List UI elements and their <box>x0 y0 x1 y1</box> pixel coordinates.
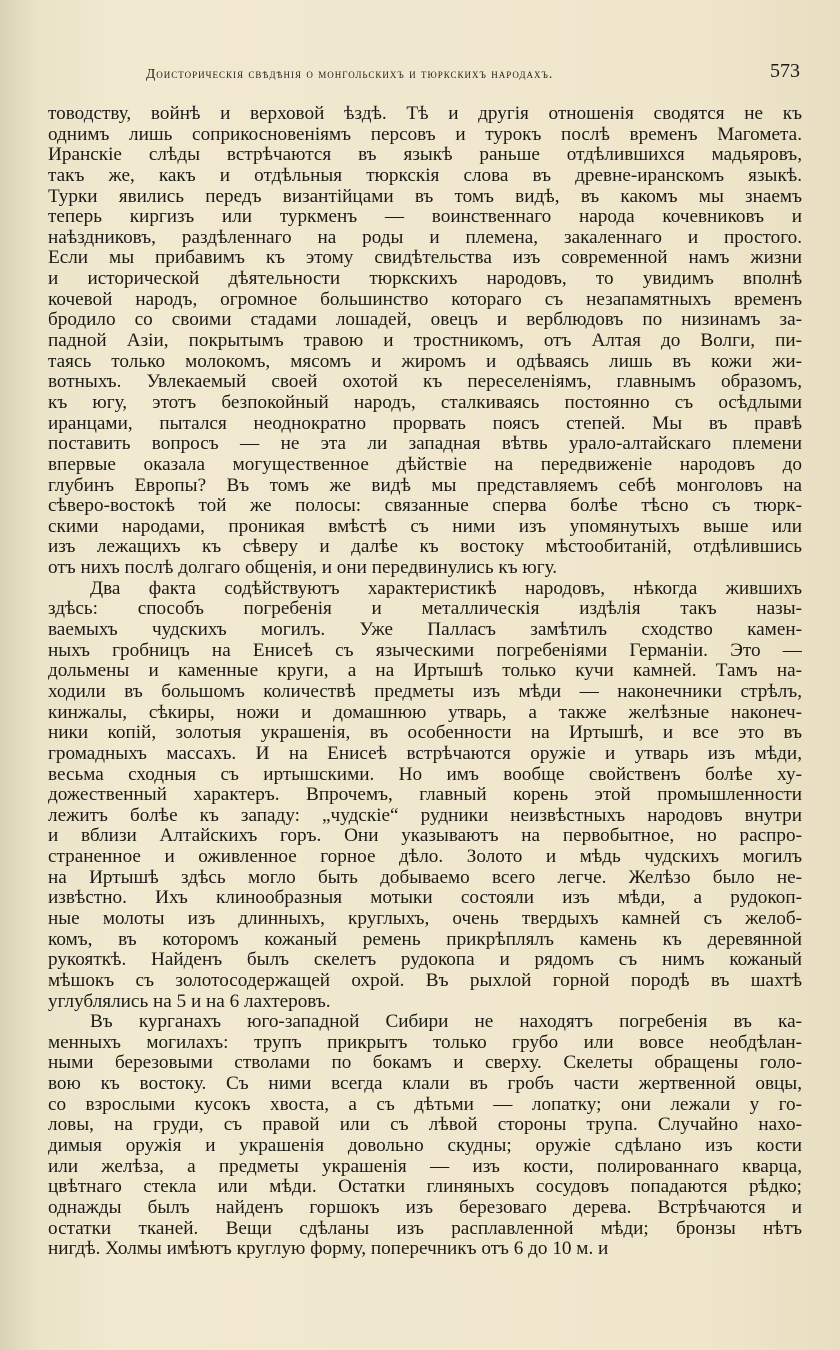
text-line: вотныхъ. Увлекаемый своей охотой къ переселеніямъ, главнымъ образомъ, <box>48 372 802 393</box>
text-line: Въ курганахъ юго-западной Сибири не находятъ погребенія въ ка- <box>90 1012 802 1033</box>
text-line: страненное и оживленное горное дѣло. Золото и мѣдь чудскихъ могилъ <box>48 847 802 868</box>
running-head: Доисторическія свѣдѣнія о монгольскихъ и тюркскихъ народахъ. <box>146 66 554 81</box>
text-line: однажды былъ найденъ горшокъ изъ березоваго дерева. Встрѣчаются и <box>48 1197 802 1218</box>
text-line: менныхъ могилахъ: трупъ прикрытъ только грубо или вовсе необдѣлан- <box>48 1032 802 1053</box>
body-text <box>48 104 802 1260</box>
text-line: изъ лежащихъ къ сѣверу и далѣе къ востоку мѣстообитаній, отдѣлившись <box>48 537 802 558</box>
text-line: товодству, войнѣ и верховой ѣздѣ. Тѣ и другія отношенія сводятся не къ <box>48 104 802 124</box>
text-line: наѣздниковъ, раздѣленнаго на роды и племена, закаленнаго и простого. <box>48 227 802 248</box>
text-line: такъ же, какъ и отдѣльныя тюркскія слова въ древне-иранскомъ языкѣ. <box>48 165 802 186</box>
text-line: димыя оружія и украшенія довольно скудны; оружіе сдѣлано изъ кости <box>48 1136 802 1157</box>
text-line: углублялись на 5 и на 6 лахтеровъ. <box>48 991 331 1012</box>
text-line: глубинъ Европы? Въ томъ же видѣ мы представляемъ себѣ монголовъ на <box>48 475 802 496</box>
text-line: и вблизи Алтайскихъ горъ. Они указываютъ на первобытное, но распро- <box>48 826 802 847</box>
text-line: Турки явились передъ византійцами въ томъ видѣ, въ какомъ мы знаемъ <box>48 186 802 207</box>
text-line: остатки тканей. Вещи сдѣланы изъ расплавленной мѣди; бронзы нѣтъ <box>48 1218 802 1239</box>
text-line: здѣсь: способъ погребенія и металлическія издѣлія такъ назы- <box>48 599 802 620</box>
text-line: падной Азіи, покрытымъ травою и тростникомъ, отъ Алтая до Волги, пи- <box>48 331 802 352</box>
text-line: бродило со своими стадами лошадей, овецъ и верблюдовъ по низинамъ за- <box>48 310 802 331</box>
text-line: цвѣтнаго стекла или мѣди. Остатки глиняныхъ сосудовъ попадаются рѣдко; <box>48 1177 802 1198</box>
text-line: Иранскіе слѣды встрѣчаются въ языкѣ раньше отдѣлившихся мадьяровъ, <box>48 145 802 166</box>
text-line: извѣстно. Ихъ клинообразныя мотыки состояли изъ мѣди, а рудокоп- <box>48 888 802 909</box>
text-line: рукояткѣ. Найденъ былъ скелетъ рудокопа и рядомъ съ нимъ кожаный <box>48 950 802 971</box>
text-line: дольмены и каменные круги, а на Иртышѣ только кучи камней. Тамъ на- <box>48 661 802 682</box>
text-line: дожественный характеръ. Впрочемъ, главный корень этой промышленности <box>48 785 802 806</box>
text-line: иранцами, пытался неоднократно прорвать поясъ степей. Мы въ правѣ <box>48 413 802 434</box>
page-number: 573 <box>770 60 800 82</box>
text-line: къ югу, этотъ безпокойный народъ, сталкиваясь постоянно съ осѣдлыми <box>48 392 802 413</box>
text-line: ловы, на груди, съ правой или съ лѣвой стороны трупа. Случайно нахо- <box>48 1115 802 1136</box>
text-line: Два факта содѣйствуютъ характеристикѣ народовъ, нѣкогда жившихъ <box>90 578 802 599</box>
text-line: ные молоты изъ длинныхъ, круглыхъ, очень твердыхъ камней съ желоб- <box>48 908 802 929</box>
text-line: однимъ лишь соприкосновеніямъ персовъ и турокъ послѣ временъ Магомета. <box>48 124 802 145</box>
text-line: на Иртышѣ здѣсь могло быть добываемо всего легче. Желѣзо было не- <box>48 867 802 888</box>
text-line: нигдѣ. Холмы имѣютъ круглую форму, поперечникъ отъ 6 до 10 м. и <box>48 1239 609 1260</box>
text-line: ники копій, золотыя украшенія, въ особенности на Иртышѣ, и все это въ <box>48 723 802 744</box>
text-line: поставить вопросъ — не эта ли западная вѣтвь урало-алтайскаго племени <box>48 434 802 455</box>
text-line: и исторической дѣятельности тюркскихъ народовъ, то увидимъ вполнѣ <box>48 269 802 290</box>
text-line: весьма сходныя съ иртышскими. Но имъ вообще свойственъ болѣе ху- <box>48 764 802 785</box>
text-line: со взрослыми кусокъ хвоста, а съ дѣтьми — лопатку; они лежали у го- <box>48 1094 802 1115</box>
text-line: комъ, въ которомъ кожаный ремень прикрѣплялъ камень къ деревянной <box>48 929 802 950</box>
text-line: теперь киргизъ или туркменъ — воинственнаго народа кочевниковъ и <box>48 207 802 228</box>
text-line: мѣшокъ съ золотосодержащей охрой. Въ рыхлой горной породѣ въ шахтѣ <box>48 970 802 991</box>
text-line: кочевой народъ, огромное большинство котораго съ незапамятныхъ временъ <box>48 289 802 310</box>
text-line: таясь только молокомъ, мясомъ и жиромъ и одѣваясь лишь въ кожи жи- <box>48 351 802 372</box>
page-header <box>48 56 800 86</box>
text-line: вою къ востоку. Съ ними всегда клали въ гробъ части жертвенной овцы, <box>48 1074 802 1095</box>
text-line: Если мы прибавимъ къ этому свидѣтельства изъ современной намъ жизни <box>48 248 802 269</box>
text-line: ваемыхъ чудскихъ могилъ. Уже Палласъ замѣтилъ сходство камен- <box>48 620 802 641</box>
text-line: сѣверо-востокѣ той же полосы: связанные сперва болѣе тѣсно съ тюрк- <box>48 496 802 517</box>
text-line: ходили въ большомъ количествѣ предметы изъ мѣди — наконечники стрѣлъ, <box>48 681 802 702</box>
text-line: кинжалы, сѣкиры, ножи и домашнюю утварь, а также желѣзные наконеч- <box>48 702 802 723</box>
text-line: громадныхъ массахъ. И на Енисеѣ встрѣчаются оружіе и утварь изъ мѣди, <box>48 743 802 764</box>
text-line: ныхъ гробницъ на Енисеѣ съ языческими погребеніями Германіи. Это — <box>48 640 802 661</box>
text-line: лежитъ болѣе къ западу: „чудскіе“ рудники неизвѣстныхъ народовъ внутри <box>48 805 802 826</box>
text-line: отъ нихъ послѣ долгаго общенія, и они передвинулись къ югу. <box>48 558 558 579</box>
text-line: или желѣза, а предметы украшенія — изъ кости, полированнаго кварца, <box>48 1156 802 1177</box>
text-line: ными березовыми стволами по бокамъ и сверху. Скелеты обращены голо- <box>48 1053 802 1074</box>
text-line: скими народами, проникая вмѣстѣ съ ними изъ упомянутыхъ выше или <box>48 516 802 537</box>
text-line: впервые оказала могущественное дѣйствіе на передвиженіе народовъ до <box>48 454 802 475</box>
